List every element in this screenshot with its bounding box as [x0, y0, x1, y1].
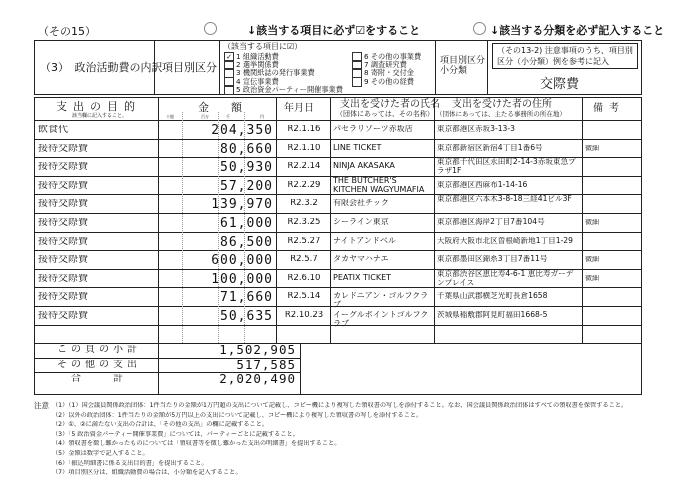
unit-billion: 十億 [166, 114, 174, 119]
row-payee: LINE TICKET [333, 143, 382, 152]
row-amount: 139,970 [211, 198, 273, 212]
category-number: 7 [364, 60, 371, 70]
instruction-right: ↓該当する分類を必ず記入すること [490, 24, 665, 37]
row-amount: 100,000 [211, 272, 273, 286]
category-number: 5 [236, 84, 243, 94]
category-label: 組織活動費 [242, 52, 279, 61]
checkbox-checked[interactable]: ✓ [224, 52, 234, 62]
table-row [0, 139, 680, 158]
row-address: 東京都墨田区錦糸3丁目7番11号 [437, 255, 548, 264]
page-label: （その15） [38, 25, 96, 38]
col-purpose: 支出の目的 [56, 100, 141, 113]
row-address: 東京都港区赤坂3-13-3 [437, 125, 515, 133]
row-address: 東京都港区海岸2丁目7番104号 [437, 218, 545, 226]
row-remarks: 微細 [585, 219, 599, 226]
note-item: （7）項目別区分は、組織活動費の場合は、小分類を記入すること。 [52, 469, 242, 477]
row-address: 東京都港区西麻布1-14-16 [437, 180, 528, 189]
table-row [0, 306, 680, 328]
section-title: （3） 政治活動費の内訳 [40, 61, 163, 74]
total-row [0, 372, 680, 387]
row-date: R2.1.10 [287, 143, 321, 153]
note-box [492, 43, 638, 69]
category-number: 4 [236, 76, 243, 86]
row-purpose: 接待交際費 [38, 255, 88, 266]
row-amount: 86,500 [220, 235, 273, 249]
category-number: 8 [364, 68, 371, 78]
category-item [352, 77, 414, 87]
col-date: 年月日 [284, 103, 314, 114]
note-item: （4）領収書を徴し難かったものについては「領収書等を徴し難かった支出の明細書」を提出すること。 [52, 440, 341, 448]
row-purpose: 接待交際費 [38, 180, 88, 191]
row-date: R2.10.23 [284, 311, 324, 320]
row-purpose: 接待交際費 [38, 199, 88, 210]
row-address: 茨城県稲敷郡阿見町福田1668-5 [437, 311, 548, 319]
col-purpose-note: 該当欄に記入すること。 [72, 113, 128, 119]
category-label: 政治資金パーティー開催事業費 [242, 84, 343, 94]
row-payee: シーライン東京 [333, 218, 389, 226]
note-item: （3）「5 政治資金パーティー開催事業費」については、パーティーごとに記載すること。 [52, 430, 299, 438]
total-row [0, 358, 680, 373]
row-amount: 50,635 [220, 310, 273, 323]
row-date: R2.5.27 [287, 236, 321, 246]
category-number: 2 [236, 60, 243, 70]
subclass-label: 項目別区分 小分類 [440, 56, 486, 77]
row-payee: パセラリゾーツ赤坂店 [333, 125, 413, 133]
total-amount: 2,020,490 [219, 373, 296, 386]
unit-yen: 円 [260, 114, 264, 119]
total-label: 合 計 [71, 374, 127, 385]
row-amount: 600,000 [211, 254, 273, 268]
row-amount: 204,350 [211, 124, 273, 137]
row-address: 東京都新宿区新宿4丁目1番6号 [437, 143, 543, 152]
row-remarks: 微細 [585, 274, 599, 282]
table-row [0, 120, 680, 139]
col-address-note: （団体にあっては、主たる事務所の所在地） [436, 110, 566, 118]
row-date: R2.3.25 [287, 218, 321, 227]
row-address: 東京都渋谷区恵比寿4-6-1 恵比寿ガーデンプレイス [437, 269, 574, 287]
table-row [0, 213, 680, 232]
row-purpose: 接待交際費 [38, 236, 88, 247]
row-date: R2.2.29 [287, 180, 321, 190]
total-label: その他の支出 [57, 359, 141, 370]
note-box-text: （その13-2) 注意事項のうち、項目別区分（小分類）例を参考に記入 [497, 46, 633, 66]
row-payee: PEATIX TICKET [333, 273, 392, 282]
row-payee: タカヤマハナエ [333, 255, 389, 264]
row-address: 大阪府大阪市北区曽根崎新地1丁目1-29 [437, 236, 573, 245]
row-payee: THE BUTCHER'S KITCHEN WAGYUMAFIA [333, 176, 425, 194]
row-remarks: 微細 [585, 256, 599, 264]
category-label: 宣伝事業費 [242, 76, 279, 86]
table-row [0, 176, 680, 195]
row-date: R2.3.2 [290, 199, 318, 208]
category-label: その他の事業費 [370, 52, 422, 61]
col-payee-note: （団体にあっては、その名称） [336, 110, 434, 118]
category-number: 9 [364, 76, 371, 86]
row-payee: イーグルポイントゴルフクラブ [333, 311, 429, 328]
table-row [0, 250, 680, 269]
col-remarks: 備考 [593, 103, 625, 114]
row-date: R2.6.10 [287, 273, 321, 283]
col-payee: 支出を受けた者の氏名 [340, 99, 440, 110]
category-number: 6 [364, 52, 371, 61]
unit-million: 百万 [201, 114, 209, 119]
table-row [0, 287, 680, 310]
checkbox[interactable] [224, 85, 234, 95]
row-amount: 61,000 [220, 217, 273, 230]
note-item: （5）金額は数字で記入すること。 [52, 450, 149, 457]
category-label: 寄附・交付金 [370, 68, 414, 78]
applicable-items-title: （該当する項目に☑） [223, 42, 303, 51]
row-payee: 有限会社チック [333, 199, 389, 208]
row-payee: カレドニアン・ゴルフクラブ [333, 292, 429, 310]
punch-hole-left [204, 22, 217, 35]
total-amount: 517,585 [236, 358, 296, 372]
category-number: 1 [236, 52, 243, 61]
item-class-label: 項目別区分 [162, 61, 217, 74]
row-address: 東京都港区六本木3-8-18三経41ビル3F [437, 195, 572, 204]
row-date: R2.5.7 [290, 255, 318, 264]
category-number: 3 [236, 68, 243, 78]
row-date: R2.2.14 [287, 162, 321, 171]
subclass-value: 交際費 [540, 77, 580, 92]
category-label: 機関紙誌の発行事業費 [242, 68, 315, 78]
col-address: 支出を受けた者の住所 [452, 99, 552, 110]
note-item: （1）（1）国会議員関係政治団体：1件当たりの金額が1万円超の支出について記載し、コピー機により複写した領収書の写しを添付すること。なお、国会議員関係政治団体はすべての領収書を保管すること。 [52, 402, 628, 409]
category-label: 調査研究費 [370, 60, 407, 70]
row-payee: ナイトアンドベル [333, 236, 396, 245]
row-purpose: 飲食代 [38, 125, 68, 135]
row-amount: 71,660 [220, 291, 273, 305]
note-item: （6）「振込明細書に係る支出目的書」を提出すること。 [52, 459, 208, 467]
punch-hole-right [473, 22, 486, 35]
row-amount: 80,660 [220, 142, 273, 156]
row-purpose: 接待交際費 [38, 311, 88, 321]
category-item [224, 85, 343, 95]
row-purpose: 接待交際費 [38, 273, 88, 284]
instruction-left: ↓該当する項目に必ず☑をすること [247, 24, 421, 37]
table-row [0, 157, 680, 176]
row-date: R2.1.16 [287, 125, 321, 134]
total-row [0, 343, 680, 358]
checkbox[interactable] [352, 77, 362, 87]
row-amount: 57,200 [220, 179, 273, 193]
row-address: 東京都千代田区永田町2-14-3赤坂東急プラザ1F [437, 158, 576, 175]
unit-thousand: 千 [226, 114, 230, 119]
row-remarks: 微細 [585, 144, 599, 152]
notes-heading: 注意 [34, 401, 49, 410]
table-row [0, 269, 680, 288]
row-amount: 50,930 [220, 161, 273, 175]
row-purpose: 接待交際費 [38, 218, 88, 228]
col-amount: 金額 [198, 101, 264, 114]
row-purpose: 接待交際費 [38, 162, 88, 173]
total-label: この頁の小計 [57, 345, 141, 356]
total-amount: 1,502,905 [219, 344, 296, 357]
row-address: 千葉県山武郡横芝光町長倉1658 [437, 292, 548, 301]
row-purpose: 接待交際費 [38, 292, 88, 303]
category-label: その他の経費 [370, 76, 414, 86]
note-item: （2）以外の政治団体：1件当たりの金額が5万円以上の支出について記載し、コピー機により複写した領収書の写しを添付すること。 [52, 411, 423, 419]
table-row [0, 232, 680, 251]
category-label: 選挙関係費 [242, 60, 279, 70]
table-row [0, 194, 680, 213]
row-payee: NINJA AKASAKA [333, 162, 395, 171]
row-date: R2.5.14 [287, 292, 321, 301]
note-item: （2）①、②に満たない支出の合計は、「その他の支出」の欄に記載すること。 [52, 421, 269, 429]
row-purpose: 接待交際費 [38, 143, 88, 154]
